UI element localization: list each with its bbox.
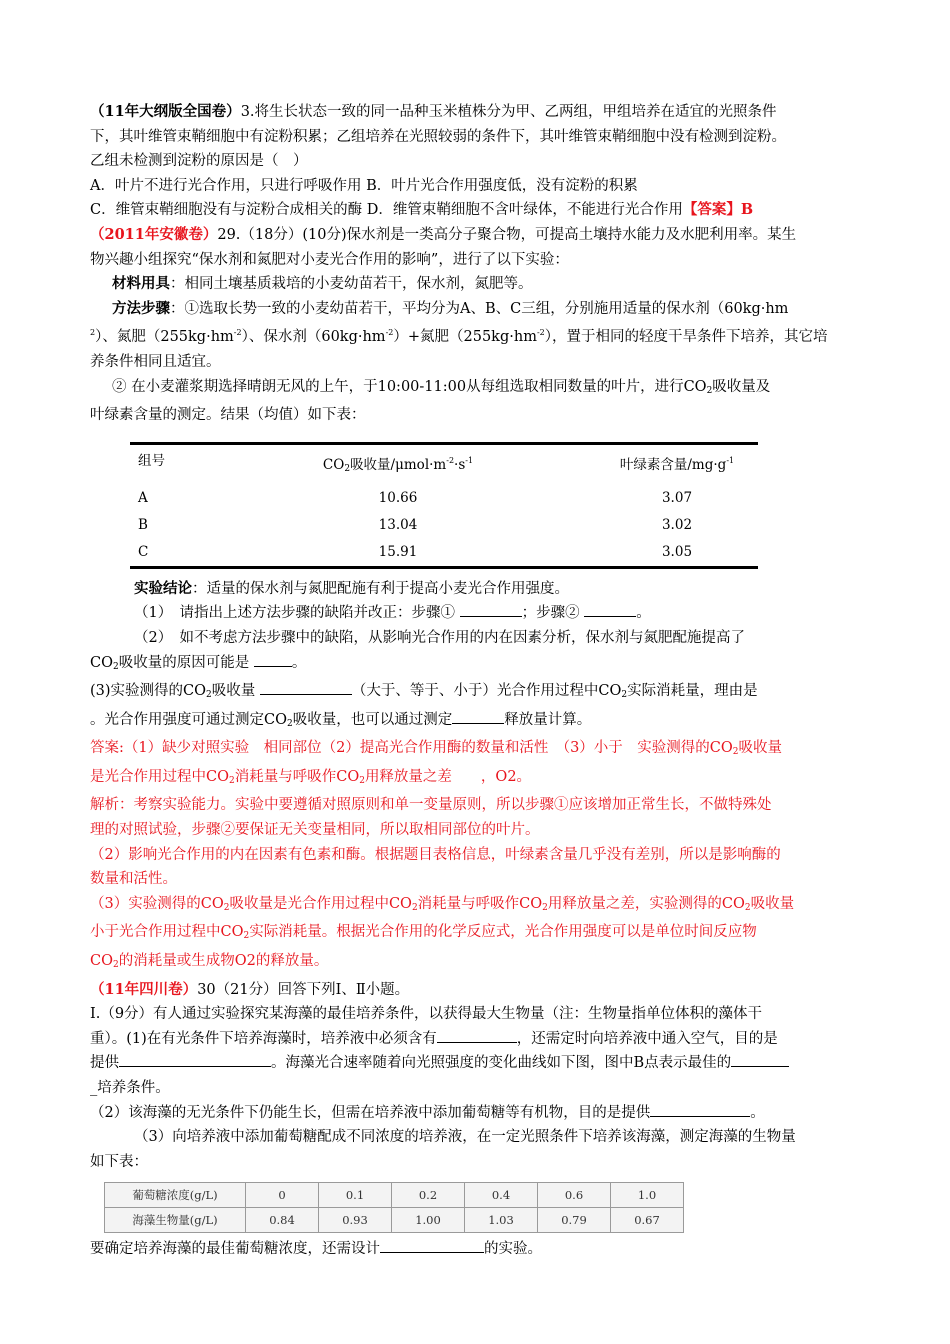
q2-materials: 材料用具：相同土壤基质栽培的小麦幼苗若干，保水剂，氮肥等。 [112, 275, 533, 293]
results-table-header: 组号 $CO_2$吸收量$/\mu mol\cdot m^{-2}\cdot s^{-1}$ 叶绿素含量$/mg\cdot g^{-1}$ [138, 452, 735, 474]
q2-method-step2: ② 在小麦灌浆期选择晴朗无风的上午，于10:00-11:00从每组选取相同数量的叶片，进行$CO_2$吸收量及 [112, 378, 771, 396]
q2-explanation-3-line2: 小于光合作用过程中$CO_2$实际消耗量。根据光合作用的化学反应式，光合作用强度可以是单位时间反应物 [90, 924, 757, 942]
q2-sub1: （1） 请指出上述方法步骤的缺陷并改正：步骤① ；步骤② 。 [90, 601, 866, 626]
glucose-table [104, 1182, 684, 1233]
q3-part1-line3: 提供 。海藻光合速率随着向光照强度的变化曲线如下图，图中B点表示最佳的 [90, 1051, 866, 1076]
answer-blank[interactable] [380, 1237, 484, 1253]
q1-stem: （11年大纲版全国卷）3.将生长状态一致的同一品种玉米植株分为甲、乙两组，甲组培养在适宜的光照条件 [90, 103, 777, 120]
table-row: 葡萄糖浓度(g/L) 0 0.1 0.2 0.4 0.6 1.0 [105, 1183, 684, 1208]
q2-sub2-line2: $CO_2$吸收量的原因可能是 。 [90, 651, 866, 680]
q1-stem-line2: 下，其叶维管束鞘细胞中有淀粉积累；乙组培养在光照较弱的条件下，其叶维管束鞘细胞中没有检测到淀粉。 [90, 128, 786, 145]
answer-blank[interactable] [452, 708, 504, 724]
answer-blank[interactable] [460, 601, 522, 617]
q2-answer: 答案:（1）缺少对照实验 相同部位（2）提高光合作用酶的数量和活性 （3）小于 实验测得的$CO_2$吸收量 [90, 740, 783, 758]
q2-source: （2011年安徽卷） [90, 225, 218, 243]
q2-method-step1-line2: $^2$）、氮肥$(255kg\cdot hm^{-2})$、保水剂$(60kg\cdot hm^{-2})+$氮肥$(255kg\cdot hm^{-2})$，置于相同的轻度干旱条件下培养，其它培 [90, 328, 828, 346]
q2-explanation-line2: 理的对照试验，步骤②要保证无关变量相同，所以取相同部位的叶片。 [90, 822, 540, 839]
q1-stem-line3: 乙组未检测到淀粉的原因是（ ） [90, 153, 308, 170]
q3-part1-line4: _培养条件。 [90, 1080, 170, 1096]
q3-part3: （3）向培养液中添加葡萄糖配成不同浓度的培养液，在一定光照条件下培养该海藻，测定海藻的生物量 [134, 1129, 796, 1146]
q2-explanation-3: （3）实验测得的$CO_2$吸收量是光合作用过程中$CO_2$消耗量与呼吸作$CO_2$用释放量之差，实验测得的$CO_2$吸收量 [90, 895, 795, 913]
q2-method-step1-line3: 养条件相同且适宜。 [90, 353, 221, 370]
q1-options-cd: C．维管束鞘细胞没有与淀粉合成相关的酶 D．维管束鞘细胞不含叶绿体，不能进行光合作用【答案】B [90, 201, 754, 219]
q2-explanation-2: （2）影响光合作用的内在因素有色素和酶。根据题目表格信息，叶绿素含量几乎没有差别，所以是影响酶的 [90, 846, 781, 863]
q2-explanation-2-line2: 数量和活性。 [90, 871, 177, 888]
q1-source: （11年大纲版全国卷） [90, 103, 241, 120]
q2-answer-line2: 是光合作用过程中$CO_2$消耗量与呼吸作$CO_2$用释放量之差 ，O2。 [90, 768, 532, 786]
q2-method-step2-line2: 叶绿素含量的测定。结果（均值）如下表： [90, 407, 366, 424]
answer-blank[interactable] [731, 1051, 789, 1067]
document-page [90, 100, 866, 1262]
q1-answer: 【答案】B [682, 201, 754, 219]
q3-source: （11年四川卷） [90, 980, 198, 998]
table-row: C 15.91 3.05 [138, 543, 693, 560]
q1-options-ab: A．叶片不进行光合作用，只进行呼吸作用 B．叶片光合作用强度低，没有淀粉的积累 [90, 177, 638, 194]
answer-blank[interactable] [260, 679, 352, 695]
q2-explanation: 解析：考察实验能力。实验中要遵循对照原则和单一变量原则，所以步骤①应该增加正常生长，不做特殊处 [90, 797, 772, 814]
q2-intro: （2011年安徽卷）29.（18分）(10分)保水剂是一类高分子聚合物，可提高土壤持水能力及水肥利用率。某生 [90, 225, 797, 243]
table-row: 海藻生物量(g/L) 0.84 0.93 1.00 1.03 0.79 0.67 [105, 1208, 684, 1233]
table-row: A 10.66 3.07 [138, 489, 693, 506]
answer-blank[interactable] [254, 651, 292, 667]
q3-part2: （2）该海藻的无光条件下仍能生长，但需在培养液中添加葡萄糖等有机物，目的是提供 。 [90, 1101, 866, 1126]
answer-blank[interactable] [437, 1027, 517, 1043]
q2-sub2: （2） 如不考虑方法步骤中的缺陷，从影响光合作用的内在因素分析，保水剂与氮肥配施提高了 [134, 629, 745, 646]
q3-part1: Ⅰ.（9分）有人通过实验探究某海藻的最佳培养条件，以获得最大生物量（注：生物量指单位体积的藻体干 [90, 1006, 763, 1023]
answer-blank[interactable] [650, 1101, 750, 1117]
q3-intro: （11年四川卷）30（21分）回答下列Ⅰ、Ⅱ小题。 [90, 980, 410, 998]
q2-sub3: (3)实验测得的$CO_2$吸收量 （大于、等于、小于）光合作用过程中$CO_2$实际消耗量，理由是 [90, 679, 866, 708]
q2-method-step1: 方法步骤：①选取长势一致的小麦幼苗若干，平均分为A、B、C三组，分别施用适量的保水剂（60kg·hm [112, 299, 789, 317]
results-table [130, 442, 758, 569]
q2-explanation-3-line3: $CO_2$的消耗量或生成物O2的释放量。 [90, 953, 329, 971]
q3-final: 要确定培养海藻的最佳葡萄糖浓度，还需设计 的实验。 [90, 1237, 866, 1262]
q2-sub3-line2: 。光合作用强度可通过测定$CO_2$吸收量，也可以通过测定 释放量计算。 [90, 708, 866, 737]
q3-part1-line2: 重）。(1)在有光条件下培养海藻时，培养液中必须含有 ，还需定时向培养液中通入空气，目的是 [90, 1027, 866, 1052]
table-row: B 13.04 3.02 [138, 516, 693, 533]
answer-blank[interactable] [119, 1051, 271, 1067]
answer-blank[interactable] [584, 601, 636, 617]
q2-intro-line2: 物兴趣小组探究“保水剂和氮肥对小麦光合作用的影响”，进行了以下实验： [90, 251, 569, 268]
q3-part3-line2: 如下表： [90, 1153, 148, 1170]
q2-conclusion: 实验结论：适量的保水剂与氮肥配施有利于提高小麦光合作用强度。 [134, 579, 569, 597]
